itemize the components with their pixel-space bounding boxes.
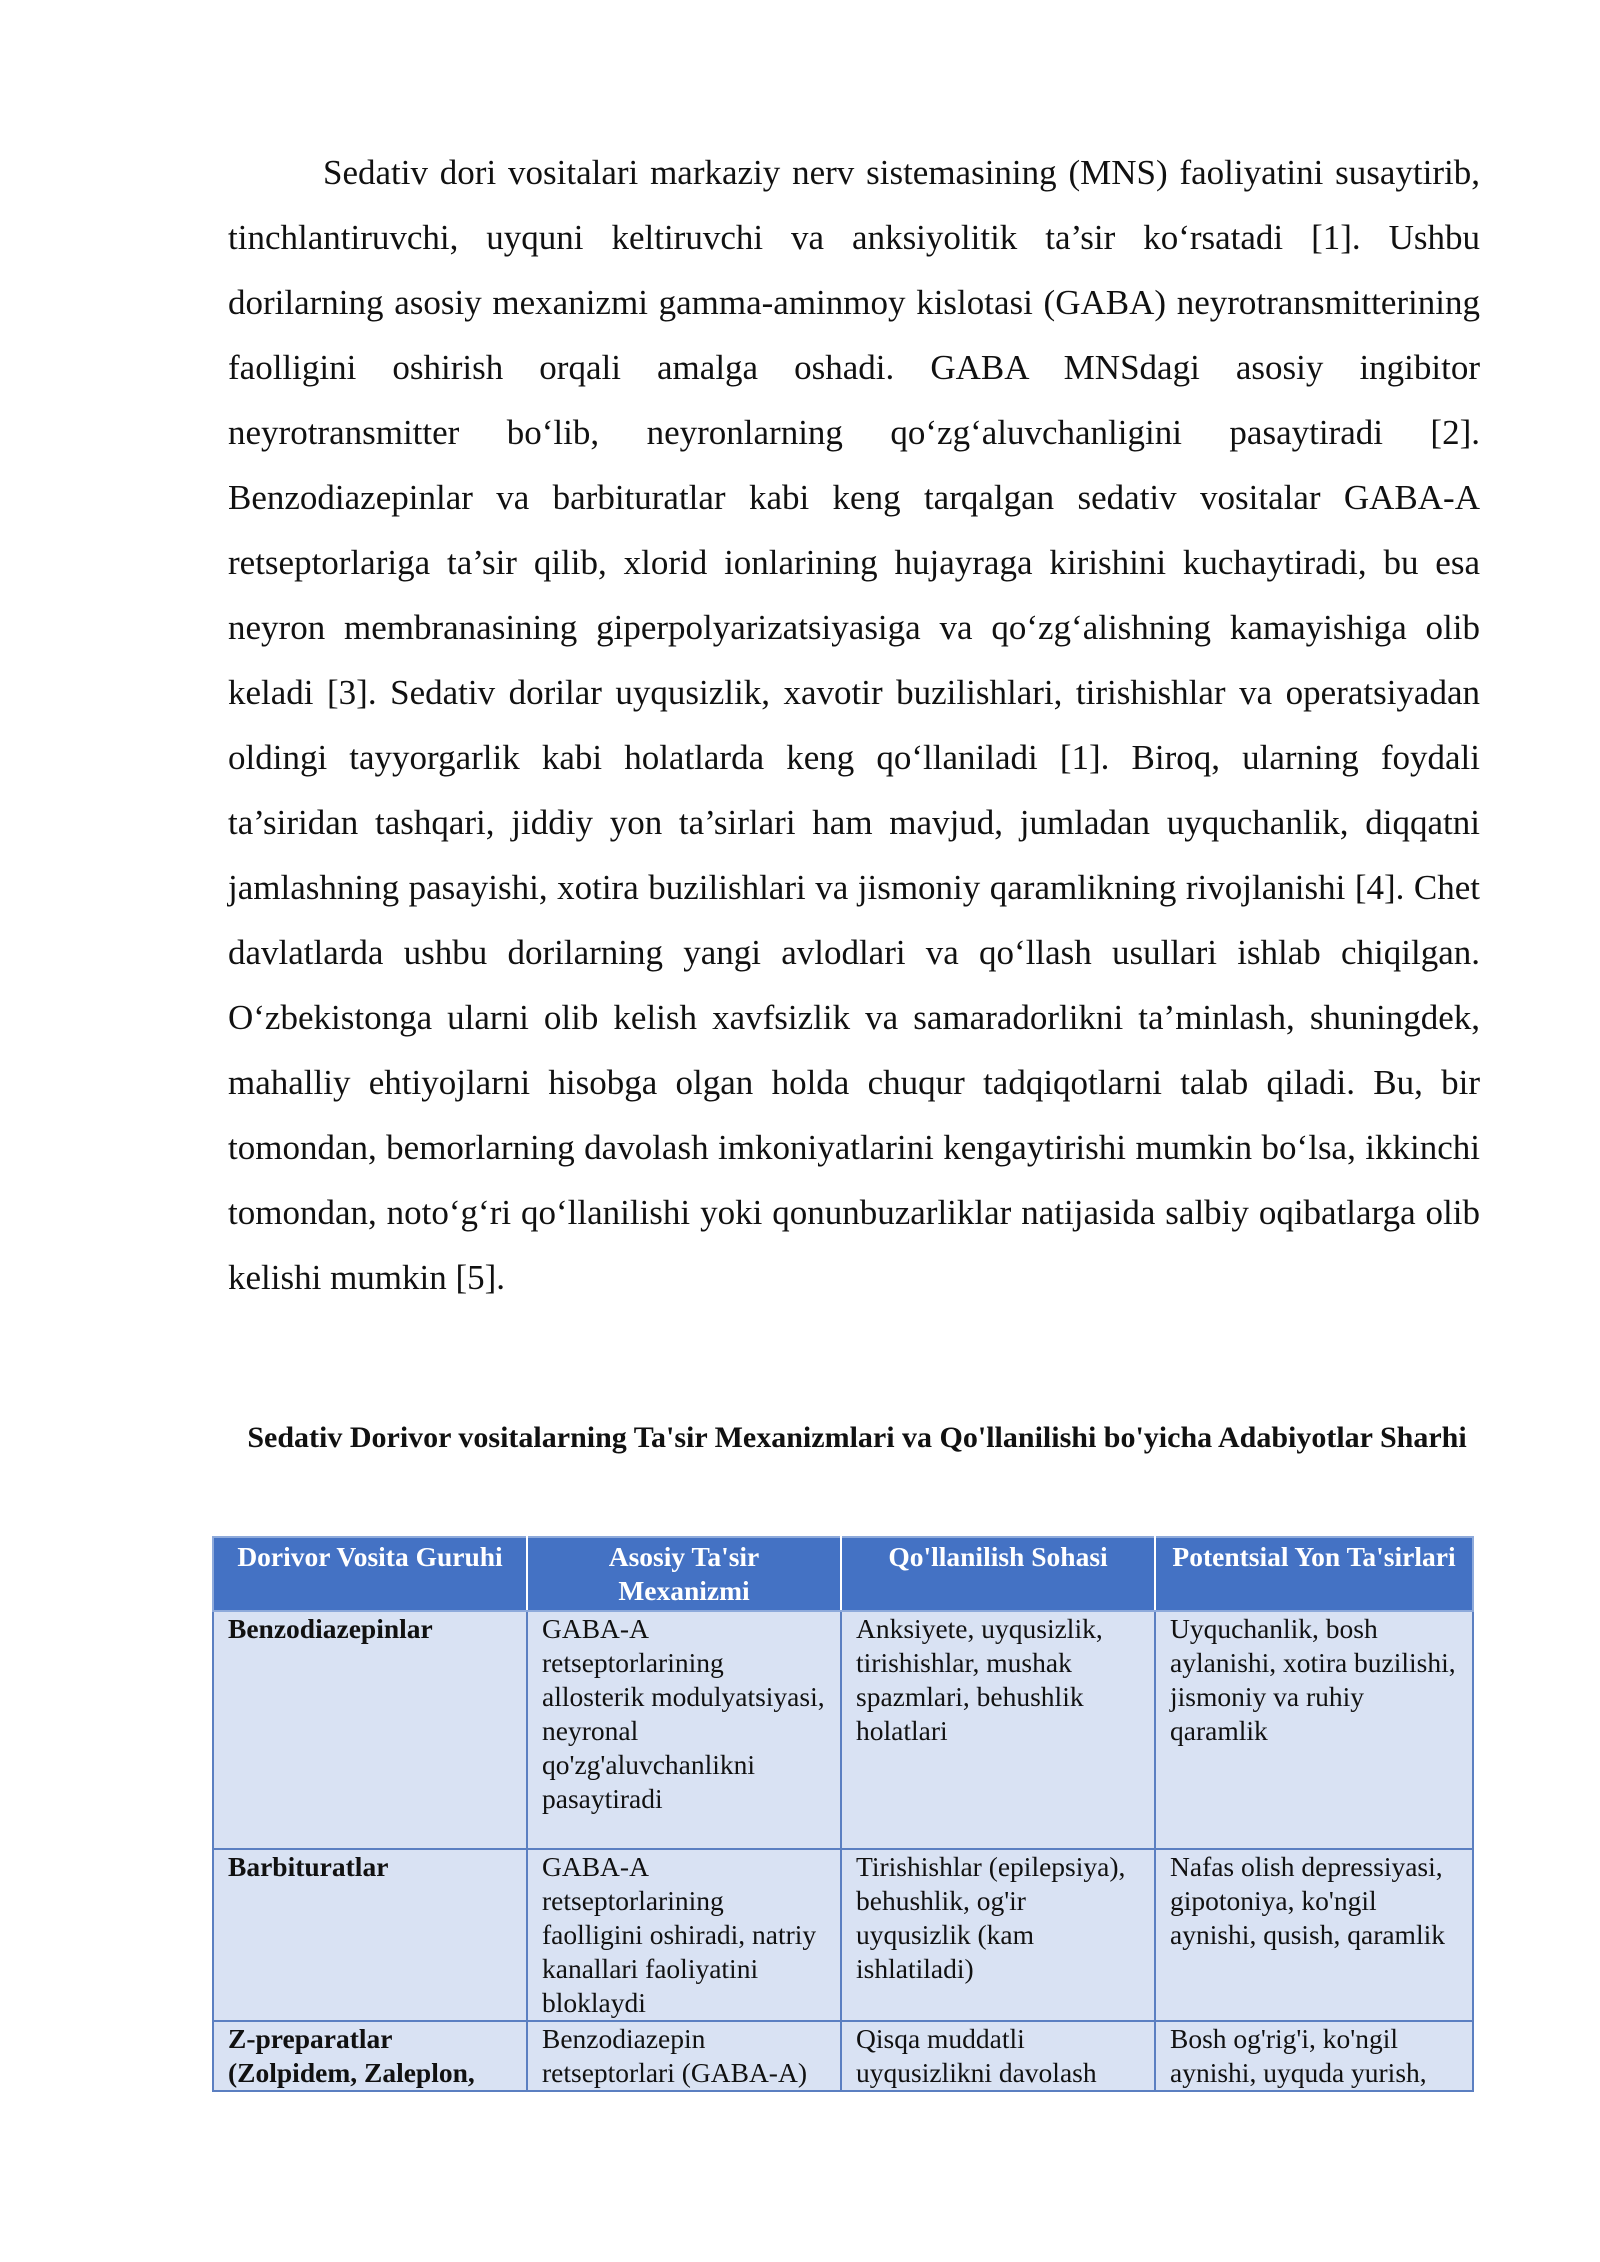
side-effects-cell: Bosh og'rig'i, ko'ngil aynishi, uyquda yurish, <box>1155 2021 1473 2091</box>
application-cell: Tirishishlar (epilepsiya), behushlik, og'ir uyqusizlik (kam ishlatiladi) <box>841 1849 1155 2021</box>
side-effects-cell: Uyquchanlik, bosh aylanishi, xotira buzilishi, jismoniy va ruhiy qaramlik <box>1155 1611 1473 1849</box>
mechanism-cell: Benzodiazepin retseptorlari (GABA-A) <box>527 2021 841 2091</box>
header-mechanism: Asosiy Ta'sir Mexanizmi <box>527 1537 841 1611</box>
table-row <box>213 2021 1473 2091</box>
drug-group-cell: Z-preparatlar (Zolpidem, Zaleplon, <box>213 2021 527 2091</box>
application-cell: Qisqa muddatli uyqusizlikni davolash <box>841 2021 1155 2091</box>
mechanism-cell: GABA-A retseptorlarining allosterik modulyatsiyasi, neyronal qo'zg'aluvchanlikni pasaytiradi <box>527 1611 841 1849</box>
table-row <box>213 1849 1473 2021</box>
header-application: Qo'llanilish Sohasi <box>841 1537 1155 1611</box>
header-side-effects: Potentsial Yon Ta'sirlari <box>1155 1537 1473 1611</box>
side-effects-cell: Nafas olish depressiyasi, gipotoniya, ko'ngil aynishi, qusish, qaramlik <box>1155 1849 1473 2021</box>
table-header-row <box>213 1537 1473 1611</box>
literature-review-table <box>212 1536 1474 2092</box>
header-drug-group: Dorivor Vosita Guruhi <box>213 1537 527 1611</box>
drug-group-cell: Benzodiazepinlar <box>213 1611 527 1849</box>
drug-group-cell: Barbituratlar <box>213 1849 527 2021</box>
application-cell: Anksiyete, uyqusizlik, tirishishlar, mushak spazmlari, behushlik holatlari <box>841 1611 1155 1849</box>
mechanism-cell: GABA-A retseptorlarining faolligini oshiradi, natriy kanallari faoliyatini bloklaydi <box>527 1849 841 2021</box>
body-paragraph: Sedativ dori vositalari markaziy nerv sistemasining (MNS) faoliyatini susaytirib, tinchlantiruvchi, uyquni keltiruvchi va anksiyolitik ta’sir ko‘rsatadi [1]. Ushbu dorilarning asosiy mexanizmi gamma-aminmoy kislotasi (GABA) neyrotransmitterining faolligini oshirish orqali amalga oshadi. GABA MNSdagi asosiy ingibitor neyrotransmitter bo‘lib, neyronlarning qo‘zg‘aluvchanligini pasaytiradi [2]. Benzodiazepinlar va barbituratlar kabi keng tarqalgan sedativ vositalar GABA-A retseptorlariga ta’sir qilib, xlorid ionlarining hujayraga kirishini kuchaytiradi, bu esa neyron membranasining giperpolyarizatsiyasiga va qo‘zg‘alishning kamayishiga olib keladi [3]. Sedativ dorilar uyqusizlik, xavotir buzilishlari, tirishishlar va operatsiyadan oldingi tayyorgarlik kabi holatlarda keng qo‘llaniladi [1]. Biroq, ularning foydali ta’siridan tashqari, jiddiy yon ta’sirlari ham mavjud, jumladan uyquchanlik, diqqatni jamlashning pasayishi, xotira buzilishlari va jismoniy qaramlikning rivojlanishi [4]. Chet davlatlarda ushbu dorilarning yangi avlodlari va qo‘llash usullari ishlab chiqilgan. O‘zbekistonga ularni olib kelish xavfsizlik va samaradorlikni ta’minlash, shuningdek, mahalliy ehtiyojlarni hisobga olgan holda chuqur tadqiqotlarni talab qiladi. Bu, bir tomondan, bemorlarning davolash imkoniyatlarini kengaytirishi mumkin bo‘lsa, ikkinchi tomondan, noto‘g‘ri qo‘llanilishi yoki qonunbuzarliklar natijasida salbiy oqibatlarga olib kelishi mumkin [5]. <box>228 153 1480 1297</box>
table-caption: Sedativ Dorivor vositalarning Ta'sir Mexanizmlari va Qo'llanilishi bo'yicha Adabiyotlar Sharhi <box>247 1421 1467 1454</box>
table-row <box>213 1611 1473 1849</box>
